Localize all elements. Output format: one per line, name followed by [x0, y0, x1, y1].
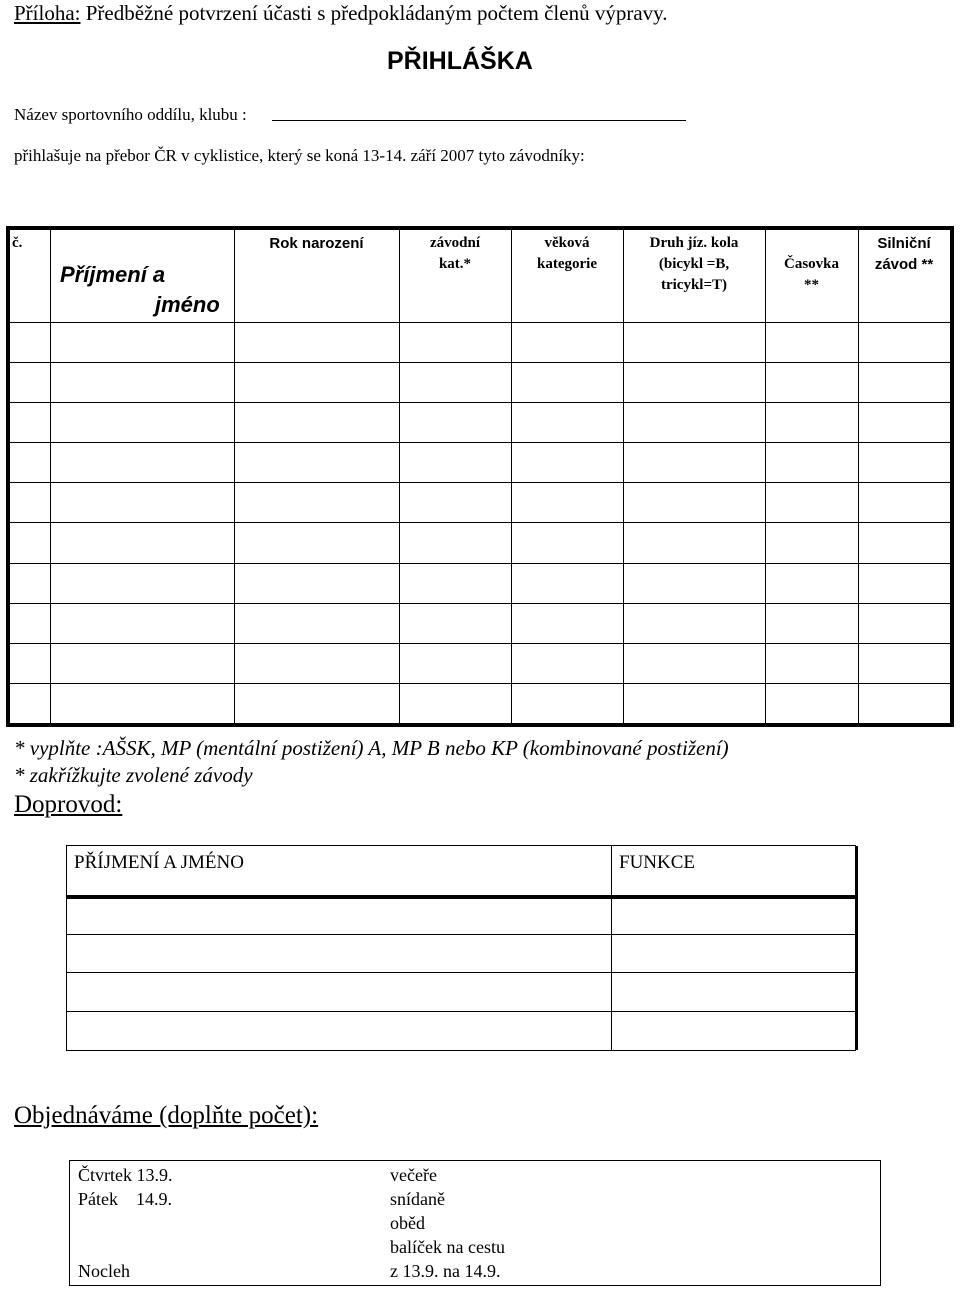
- order-table: [69, 1160, 881, 1286]
- order-item: večeře: [390, 1165, 437, 1185]
- attachment-text: Předběžné potvrzení účasti s předpokládaným počtem členů výpravy.: [80, 1, 668, 25]
- column-divider: [623, 230, 624, 723]
- order-day: Nocleh: [78, 1261, 130, 1281]
- header-time-trial-line2: **: [804, 277, 819, 293]
- row-divider: [67, 934, 855, 935]
- table-shadow-edge: [855, 846, 858, 1050]
- header-name-line1: Příjmení a: [60, 262, 166, 287]
- club-label: Název sportovního oddílu, klubu :: [14, 105, 247, 124]
- header-birth-year: Rok narození: [269, 235, 364, 252]
- row-divider: [10, 683, 950, 684]
- club-name-field[interactable]: [272, 120, 686, 121]
- header-bike-type-line2: (bicykl =B,: [658, 256, 730, 272]
- row-divider: [10, 522, 950, 523]
- row-divider: [67, 972, 855, 973]
- header-bike-type-line1: Druh jíz. kola: [649, 235, 739, 251]
- column-divider: [611, 846, 612, 1050]
- order-item: balíček na cestu: [390, 1237, 505, 1257]
- order-item: snídaně: [390, 1189, 445, 1209]
- form-title: PŘIHLÁŠKA: [387, 47, 533, 75]
- notes: [14, 735, 729, 789]
- header-age-category-line2: kategorie: [537, 256, 597, 272]
- row-divider: [10, 603, 950, 604]
- row-divider: [10, 362, 950, 363]
- header-number: č.: [12, 235, 23, 251]
- column-divider: [234, 230, 235, 723]
- header-road-race-line2: závod **: [874, 256, 934, 273]
- column-divider: [511, 230, 512, 723]
- column-divider: [399, 230, 400, 723]
- header-age-category-line1: věková: [544, 235, 590, 251]
- order-title: Objednáváme (doplňte počet):: [14, 1102, 319, 1129]
- escort-header-name: PŘÍJMENÍ A JMÉNO: [74, 852, 244, 873]
- escort-table: [66, 845, 856, 1051]
- row-divider: [10, 322, 950, 323]
- column-divider: [50, 230, 51, 723]
- attachment-note: [14, 0, 668, 26]
- row-divider: [67, 895, 855, 899]
- order-day: Pátek 14.9.: [78, 1189, 172, 1209]
- note-races: * zakřížkujte zvolené závody: [14, 763, 253, 787]
- row-divider: [10, 482, 950, 483]
- escort-header-function: FUNKCE: [619, 852, 696, 873]
- row-divider: [67, 1011, 855, 1012]
- row-divider: [10, 643, 950, 644]
- header-race-category-line2: kat.*: [438, 256, 472, 272]
- row-divider: [10, 563, 950, 564]
- header-bike-type-line3: tricykl=T): [660, 277, 728, 293]
- row-divider: [10, 442, 950, 443]
- order-item: oběd: [390, 1213, 425, 1233]
- header-name-line2: jméno: [155, 292, 220, 317]
- attachment-label: Příloha:: [14, 1, 81, 25]
- column-divider: [765, 230, 766, 723]
- column-divider: [858, 230, 859, 723]
- header-road-race-line1: Silniční: [877, 235, 931, 252]
- competitors-table: [6, 226, 954, 727]
- header-time-trial-line1: Časovka: [783, 256, 839, 272]
- signup-text: přihlašuje na přebor ČR v cyklistice, který se koná 13-14. září 2007 tyto závodníky:: [14, 146, 585, 165]
- order-item: z 13.9. na 14.9.: [390, 1261, 501, 1281]
- note-category: * vyplňte :AŠSK, MP (mentální postižení) A, MP B nebo KP (kombinované postižení): [14, 736, 729, 760]
- escort-title: Doprovod:: [14, 791, 123, 818]
- order-day: Čtvrtek 13.9.: [78, 1165, 173, 1185]
- header-race-category-line1: závodní: [429, 235, 480, 251]
- row-divider: [10, 402, 950, 403]
